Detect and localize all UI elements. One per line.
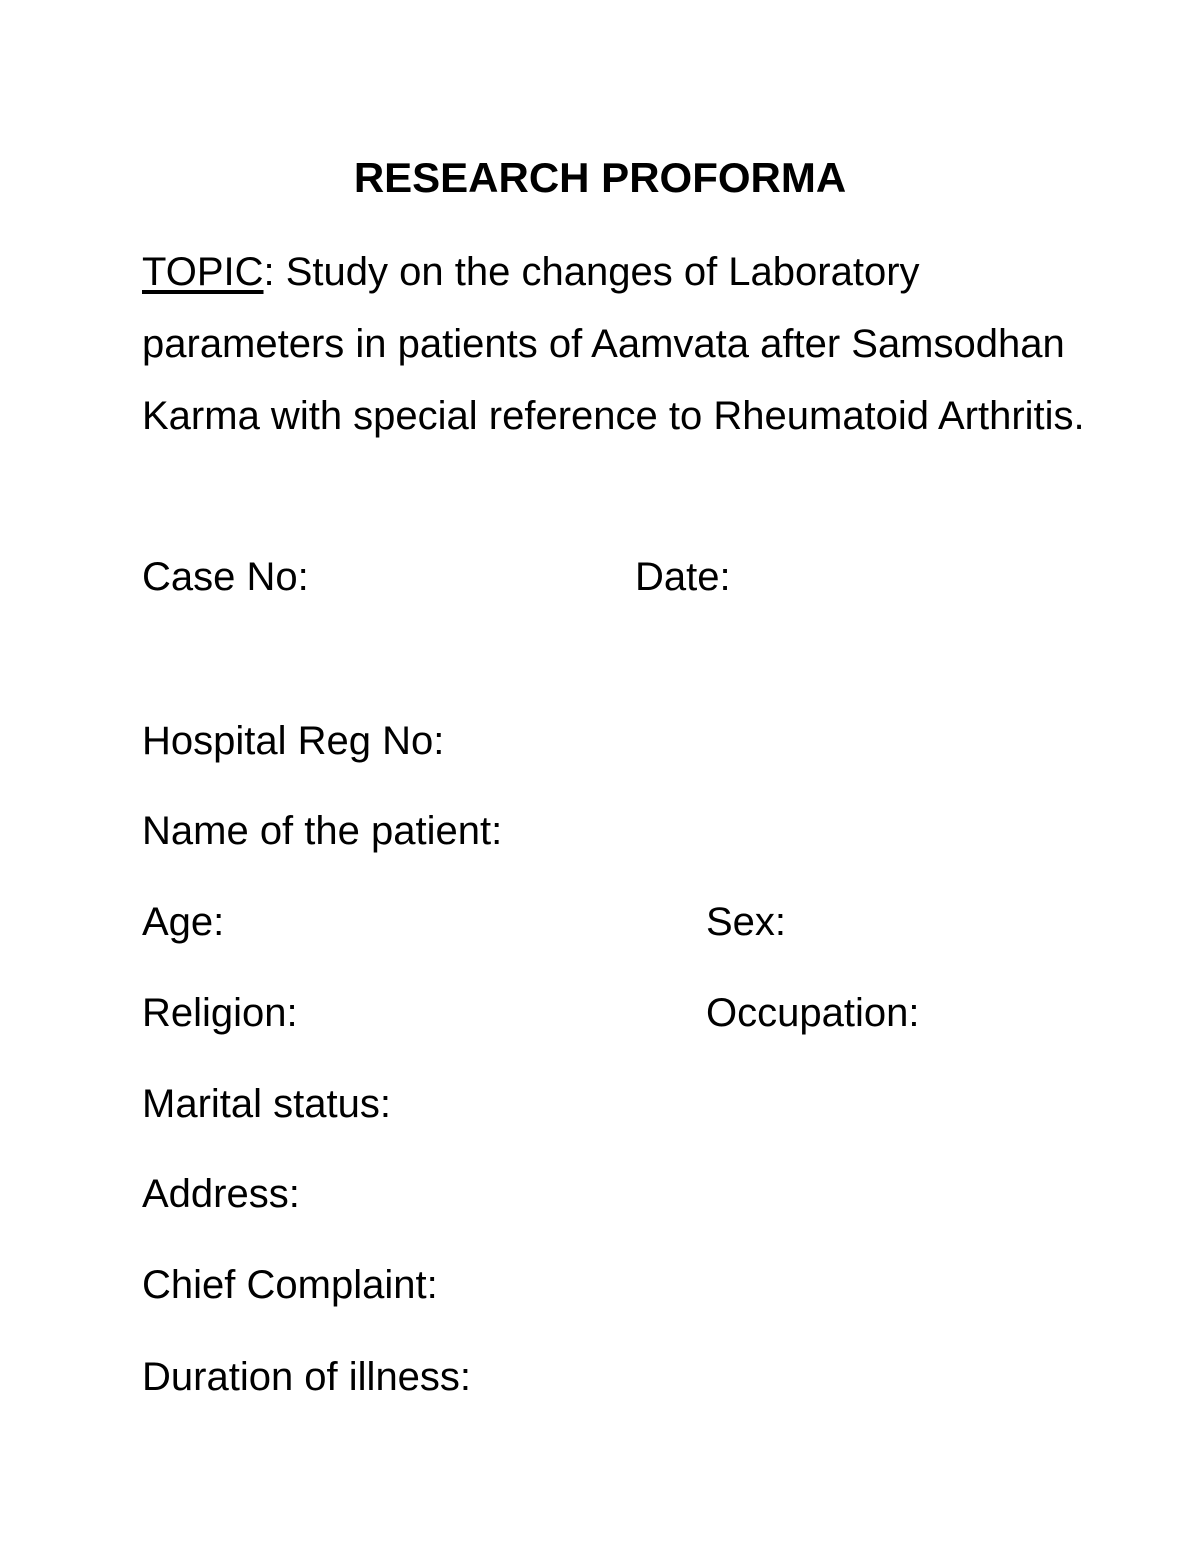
patient-name-label: Name of the patient:: [142, 809, 503, 853]
topic-paragraph: [142, 236, 1102, 452]
address-label: Address:: [142, 1172, 300, 1216]
age-label: Age:: [142, 900, 225, 944]
occupation-label: Occupation:: [706, 991, 920, 1035]
date-label: Date:: [635, 555, 731, 599]
marital-status-label: Marital status:: [142, 1082, 391, 1126]
chief-complaint-label: Chief Complaint:: [142, 1263, 438, 1307]
topic-label: TOPIC: [142, 250, 264, 294]
duration-of-illness-label: Duration of illness:: [142, 1355, 472, 1399]
hospital-reg-no-label: Hospital Reg No:: [142, 719, 445, 763]
religion-label: Religion:: [142, 991, 298, 1035]
case-no-label: Case No:: [142, 555, 309, 599]
topic-text: Study on the changes of Laboratory parameters in patients of Aamvata after Samsodhan Karma with special reference to Rheumatoid Arthritis.: [142, 250, 1085, 438]
sex-label: Sex:: [706, 900, 787, 944]
topic-separator: :: [263, 250, 275, 294]
page-title: RESEARCH PROFORMA: [353, 154, 847, 201]
